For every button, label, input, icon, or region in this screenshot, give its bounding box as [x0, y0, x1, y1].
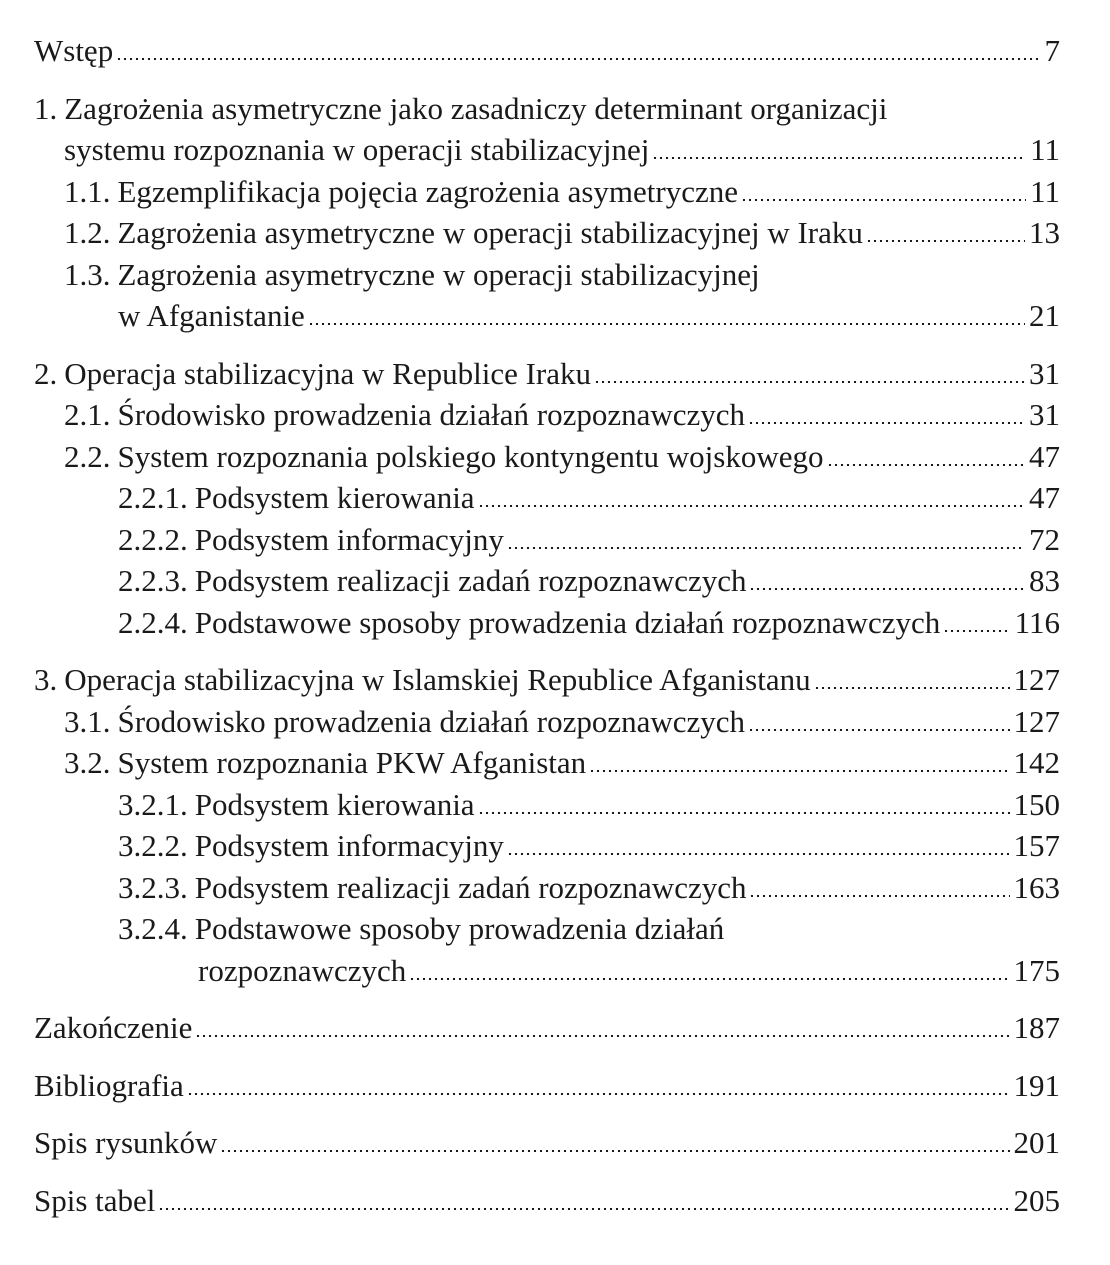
toc-section-3-2[interactable] [34, 742, 1060, 784]
toc-title: Podsystem kierowania [194, 786, 475, 822]
dot-leader [748, 422, 1025, 424]
dot-leader [308, 323, 1025, 325]
toc-title: w Afganistanie [118, 298, 305, 333]
toc-subsection-2-2-1[interactable] [34, 477, 1060, 519]
toc-subsection-2-2-3[interactable] [34, 560, 1060, 602]
toc-page-number: 127 [1013, 703, 1060, 739]
toc-title: Środowisko prowadzenia działań rozpoznawczych [117, 397, 746, 432]
dot-leader [478, 505, 1025, 507]
toc-subsection-3-2-3[interactable] [34, 867, 1060, 909]
toc-title: Podsystem realizacji zadań rozpoznawczych [194, 869, 747, 905]
toc-page-number: 187 [1013, 1010, 1060, 1045]
dot-leader [158, 1208, 1009, 1210]
toc-title: systemu rozpoznania w operacji stabilizacyjnej [64, 132, 650, 167]
toc-chapter-1-line1[interactable] [34, 88, 1060, 130]
toc-chapter-3[interactable] [34, 659, 1060, 701]
toc-title: Zakończenie [34, 1010, 193, 1045]
toc-page-number: 31 [1029, 355, 1060, 391]
toc-subsection-3-2-1[interactable] [34, 784, 1060, 826]
toc-title: Zagrożenia asymetryczne w operacji stabilizacyjnej [117, 256, 760, 292]
toc-title: Środowisko prowadzenia działań rozpoznawczych [117, 703, 746, 739]
dot-leader [478, 812, 1010, 814]
toc-number: 2.1. [64, 397, 111, 432]
dot-leader [220, 1150, 1009, 1152]
toc-page-number: 31 [1029, 397, 1060, 432]
toc-number: 2.2. [64, 438, 111, 474]
toc-entry-bibliografia[interactable] [34, 1065, 1060, 1107]
toc-title: Podstawowe sposoby prowadzenia działań rozpoznawczych [194, 604, 941, 640]
dot-leader [866, 240, 1025, 242]
toc-number: 2.2.3. [118, 563, 188, 598]
dot-leader [589, 770, 1009, 772]
toc-subsection-3-2-4-line2[interactable] [34, 950, 1060, 992]
toc-entry-spis-tabel[interactable] [34, 1180, 1060, 1222]
toc-number: 3.2.3. [118, 869, 188, 905]
toc-number: 1.2. [64, 215, 111, 250]
toc-title: Podsystem realizacji zadań rozpoznawczych [194, 563, 747, 598]
dot-leader [827, 464, 1025, 466]
toc-title: Spis rysunków [34, 1125, 218, 1160]
toc-number: 1.1. [64, 173, 111, 209]
toc-page-number: 47 [1029, 438, 1060, 474]
dot-leader [507, 547, 1025, 549]
toc-entry-spis-rysunkow[interactable] [34, 1122, 1060, 1164]
toc-title: rozpoznawczych [198, 952, 407, 988]
dot-leader [652, 157, 1026, 159]
toc-page-number: 21 [1029, 298, 1060, 333]
toc-entry-wstep[interactable] [34, 30, 1060, 72]
toc-subsection-3-2-2[interactable] [34, 825, 1060, 867]
toc-title: Zagrożenia asymetryczne w operacji stabilizacyjnej w Iraku [117, 215, 863, 250]
toc-section-3-1[interactable] [34, 701, 1060, 743]
toc-chapter-1-line2[interactable] [34, 129, 1060, 171]
toc-subsection-2-2-4[interactable] [34, 602, 1060, 644]
toc-chapter-2[interactable] [34, 353, 1060, 395]
toc-section-2-1[interactable] [34, 394, 1060, 436]
toc-title: Bibliografia [34, 1067, 184, 1103]
toc-title: Podsystem informacyjny [194, 521, 504, 557]
toc-page-number: 201 [1013, 1125, 1060, 1160]
toc-subsection-2-2-2[interactable] [34, 519, 1060, 561]
toc-title: Podsystem informacyjny [194, 828, 504, 863]
toc-section-1-3-line1[interactable] [34, 254, 1060, 296]
dot-leader [814, 687, 1010, 689]
toc-number: 2.2.4. [118, 604, 188, 640]
toc-title: Podsystem kierowania [194, 480, 475, 515]
toc-section-1-3-line2[interactable] [34, 295, 1060, 337]
toc-number: 3.2.2. [118, 828, 188, 863]
toc-title: Podstawowe sposoby prowadzenia działań [194, 911, 725, 946]
toc-number: 2. [34, 355, 58, 391]
toc-page-number: 163 [1013, 869, 1060, 905]
dot-leader [116, 58, 1040, 60]
toc-section-1-1[interactable] [34, 171, 1060, 213]
toc-number: 2.2.1. [118, 480, 188, 515]
toc-page-number: 157 [1013, 828, 1060, 863]
toc-page-number: 11 [1030, 132, 1060, 167]
toc-page-number: 191 [1013, 1067, 1060, 1103]
dot-leader [195, 1035, 1009, 1037]
toc-page-number: 11 [1030, 173, 1060, 209]
toc-page-number: 72 [1029, 521, 1060, 557]
dot-leader [187, 1093, 1010, 1095]
toc-number: 3.2.4. [118, 911, 188, 946]
toc-page-number: 175 [1013, 952, 1060, 988]
toc-title: System rozpoznania polskiego kontyngentu wojskowego [117, 438, 824, 474]
toc-title: System rozpoznania PKW Afganistan [117, 745, 587, 780]
toc-title: Wstęp [34, 33, 114, 68]
toc-page-number: 205 [1013, 1182, 1060, 1218]
dot-leader [409, 978, 1009, 980]
toc-number: 2.2.2. [118, 521, 188, 557]
toc-number: 3. [34, 662, 58, 697]
toc-section-2-2[interactable] [34, 436, 1060, 478]
dot-leader [749, 588, 1025, 590]
toc-page-number: 142 [1013, 745, 1060, 780]
toc-page-number: 116 [1014, 604, 1060, 640]
toc-section-1-2[interactable] [34, 212, 1060, 254]
dot-leader [507, 853, 1010, 855]
dot-leader [741, 199, 1026, 201]
toc-number: 1.3. [64, 256, 111, 292]
dot-leader [594, 381, 1025, 383]
toc-title: Zagrożenia asymetryczne jako zasadniczy determinant organizacji [64, 90, 888, 126]
toc-number: 3.2. [64, 745, 111, 780]
toc-number: 1. [34, 90, 58, 126]
table-of-contents [34, 30, 1060, 1221]
toc-subsection-3-2-4-line1[interactable] [34, 908, 1060, 950]
toc-title: Egzemplifikacja pojęcia zagrożenia asymetryczne [117, 173, 739, 209]
toc-page-number: 47 [1029, 480, 1060, 515]
toc-page-number: 83 [1029, 563, 1060, 598]
toc-entry-zakonczenie[interactable] [34, 1007, 1060, 1049]
toc-page-number: 127 [1013, 662, 1060, 697]
toc-page-number: 13 [1029, 215, 1060, 250]
toc-number: 3.1. [64, 703, 111, 739]
toc-title: Spis tabel [34, 1182, 156, 1218]
toc-page-number: 150 [1013, 786, 1060, 822]
dot-leader [748, 729, 1009, 731]
dot-leader [943, 630, 1010, 632]
toc-page-number: 7 [1044, 33, 1060, 68]
toc-number: 3.2.1. [118, 786, 188, 822]
toc-title: Operacja stabilizacyjna w Republice Iraku [64, 355, 592, 391]
dot-leader [749, 895, 1009, 897]
toc-title: Operacja stabilizacyjna w Islamskiej Republice Afganistanu [64, 662, 811, 697]
